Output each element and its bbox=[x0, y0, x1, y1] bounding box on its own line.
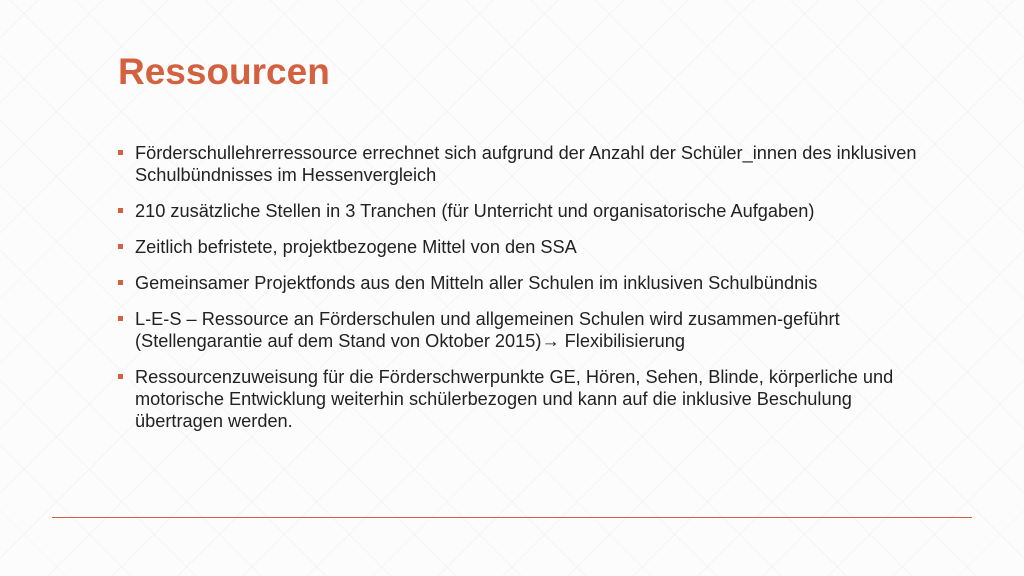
bullet-item bbox=[118, 308, 938, 352]
bullet-item bbox=[118, 272, 938, 294]
bullet-text: Zeitlich befristete, projektbezogene Mittel von den SSA bbox=[135, 237, 577, 257]
bullet-text: Förderschullehrerressource errechnet sich aufgrund der Anzahl der Schüler_innen des inklusiven Schulbündnisses im Hessenvergleich bbox=[135, 143, 917, 185]
bullet-item bbox=[118, 366, 938, 432]
bullet-marker-icon bbox=[118, 316, 123, 321]
slide-title: Ressourcen bbox=[118, 51, 330, 92]
bullet-marker-icon bbox=[118, 244, 123, 249]
bullet-text: Gemeinsamer Projektfonds aus den Mitteln aller Schulen im inklusiven Schulbündnis bbox=[135, 273, 818, 293]
bullet-marker-icon bbox=[118, 208, 123, 213]
bullet-text: L-E-S – Ressource an Förderschulen und allgemeinen Schulen wird zusammen-geführt (Stellengarantie auf dem Stand von Oktober 2015)→ Flexibilisierung bbox=[135, 309, 840, 351]
bullet-item bbox=[118, 200, 938, 222]
bullet-item bbox=[118, 142, 938, 186]
bullet-text: 210 zusätzliche Stellen in 3 Tranchen (für Unterricht und organisatorische Aufgaben) bbox=[135, 201, 815, 221]
bullet-marker-icon bbox=[118, 280, 123, 285]
bullet-text: Ressourcenzuweisung für die Förderschwerpunkte GE, Hören, Sehen, Blinde, körperliche und motorische Entwicklung weiterhin schülerbezogen und kann auf die inklusive Beschulung übertragen werden. bbox=[135, 367, 894, 431]
bullet-item bbox=[118, 236, 938, 258]
bullet-marker-icon bbox=[118, 374, 123, 379]
footer-divider bbox=[52, 517, 972, 518]
bullet-list bbox=[118, 142, 938, 446]
bullet-marker-icon bbox=[118, 150, 123, 155]
